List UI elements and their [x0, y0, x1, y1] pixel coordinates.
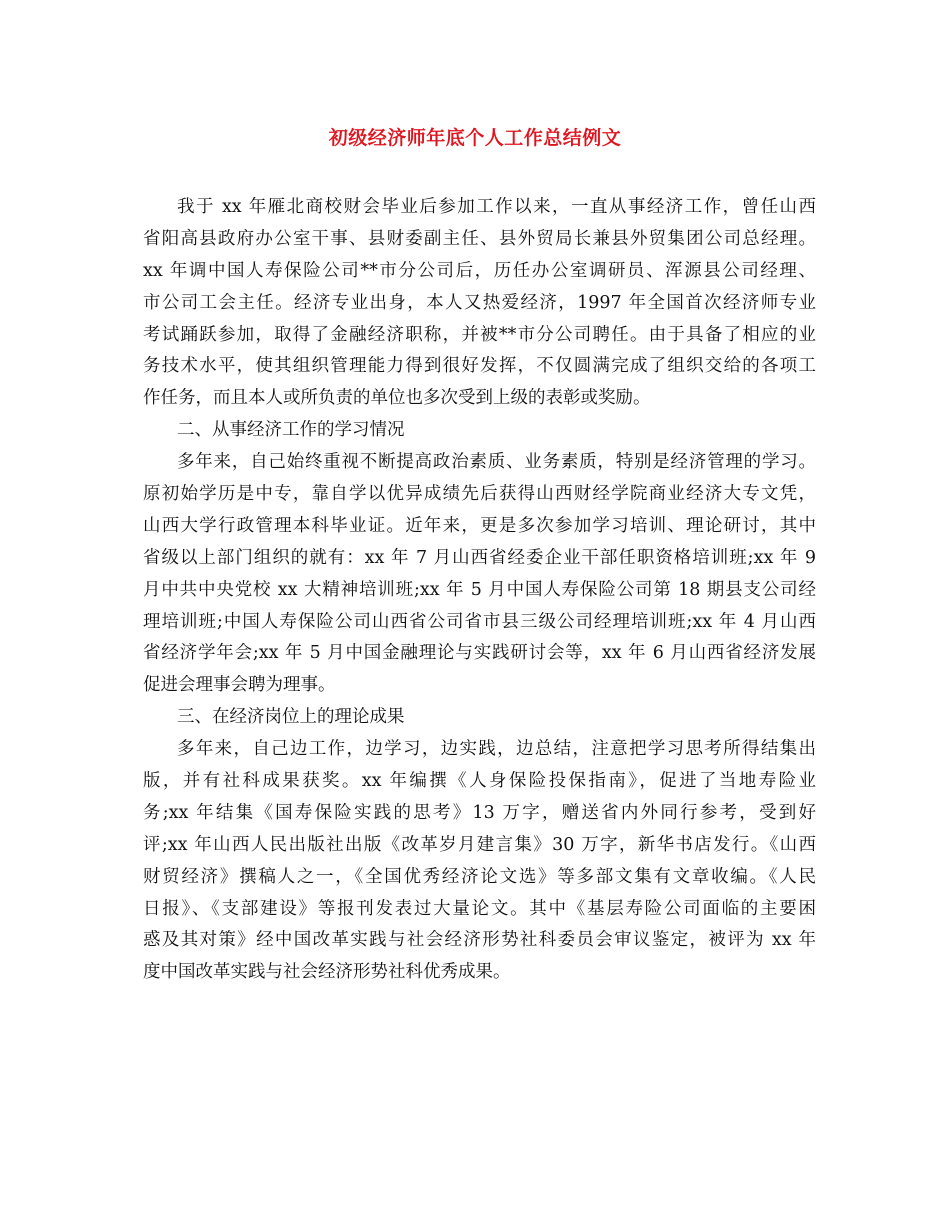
document-title: 初级经济师年底个人工作总结例文	[328, 127, 622, 149]
paragraph-line: 务技术水平，使其组织管理能力得到很好发挥，不仅圆满完成了组织交给的各项工	[143, 356, 816, 377]
paragraph-line: 月中共中央党校 xx 大精神培训班;xx 年 5 月中国人寿保险公司第 18 期县支公司经	[143, 579, 816, 600]
paragraph-line: 省阳高县政府办公室干事、县财委副主任、县外贸局长兼县外贸集团公司总经理。	[143, 228, 816, 249]
paragraph-line: 多年来，自己边工作，边学习，边实践，边总结，注意把学习思考所得结集出	[177, 739, 816, 760]
paragraph-line: 度中国改革实践与社会经济形势社科优秀成果。	[143, 962, 511, 983]
paragraph-line: 我于 xx 年雁北商校财会毕业后参加工作以来，一直从事经济工作，曾任山西	[177, 197, 816, 217]
paragraph-line: 惑及其对策》经中国改革实践与社会经济形势社科委员会审议鉴定，被评为 xx 年	[143, 930, 816, 951]
paragraph-line: 促进会理事会聘为理事。	[143, 675, 336, 696]
paragraph-line: 作任务，而且本人或所负责的单位也多次受到上级的表彰或奖励。	[143, 388, 651, 409]
paragraph-line: 务;xx 年结集《国寿保险实践的思考》13 万字，赠送省内外同行参考，受到好	[143, 802, 816, 823]
paragraph-line: 省经济学年会;xx 年 5 月中国金融理论与实践研讨会等，xx 年 6 月山西省经济发展	[143, 643, 816, 664]
paragraph-line: 考试踊跃参加，取得了金融经济职称，并被**市分公司聘任。由于具备了相应的业	[143, 324, 816, 345]
paragraph-line: 原初始学历是中专，靠自学以优异成绩先后获得山西财经学院商业经济大专文凭，	[143, 484, 816, 505]
paragraph-line: 省级以上部门组织的就有：xx 年 7 月山西省经委企业干部任职资格培训班;xx 年 9	[143, 547, 816, 568]
paragraph-line: 财贸经济》撰稿人之一，《全国优秀经济论文选》等多部文集有文章收编。《人民	[143, 866, 816, 887]
section-heading: 二、从事经济工作的学习情况	[177, 420, 405, 441]
paragraph-line: 多年来，自己始终重视不断提高政治素质、业务素质，特别是经济管理的学习。	[177, 452, 816, 473]
paragraph-line: 评;xx 年山西人民出版社出版《改革岁月建言集》30 万字，新华书店发行。《山西	[143, 834, 816, 855]
paragraph-line: 理培训班;中国人寿保险公司山西省公司省市县三级公司经理培训班;xx 年 4 月山西	[143, 611, 816, 632]
paragraph-line: 日报》、《支部建设》等报刊发表过大量论文。其中《基层寿险公司面临的主要困	[143, 898, 816, 919]
section-heading: 三、在经济岗位上的理论成果	[177, 707, 405, 728]
paragraph-line: 市公司工会主任。经济专业出身，本人又热爱经济，1997 年全国首次经济师专业	[143, 292, 816, 313]
paragraph-line: xx 年调中国人寿保险公司**市分公司后，历任办公室调研员、浑源县公司经理、	[143, 260, 816, 281]
document-body	[143, 192, 816, 989]
paragraph-line: 山西大学行政管理本科毕业证。近年来，更是多次参加学习培训、理论研讨，其中	[143, 515, 816, 536]
paragraph-line: 版，并有社科成果获奖。xx 年编撰《人身保险投保指南》，促进了当地寿险业	[143, 771, 816, 792]
